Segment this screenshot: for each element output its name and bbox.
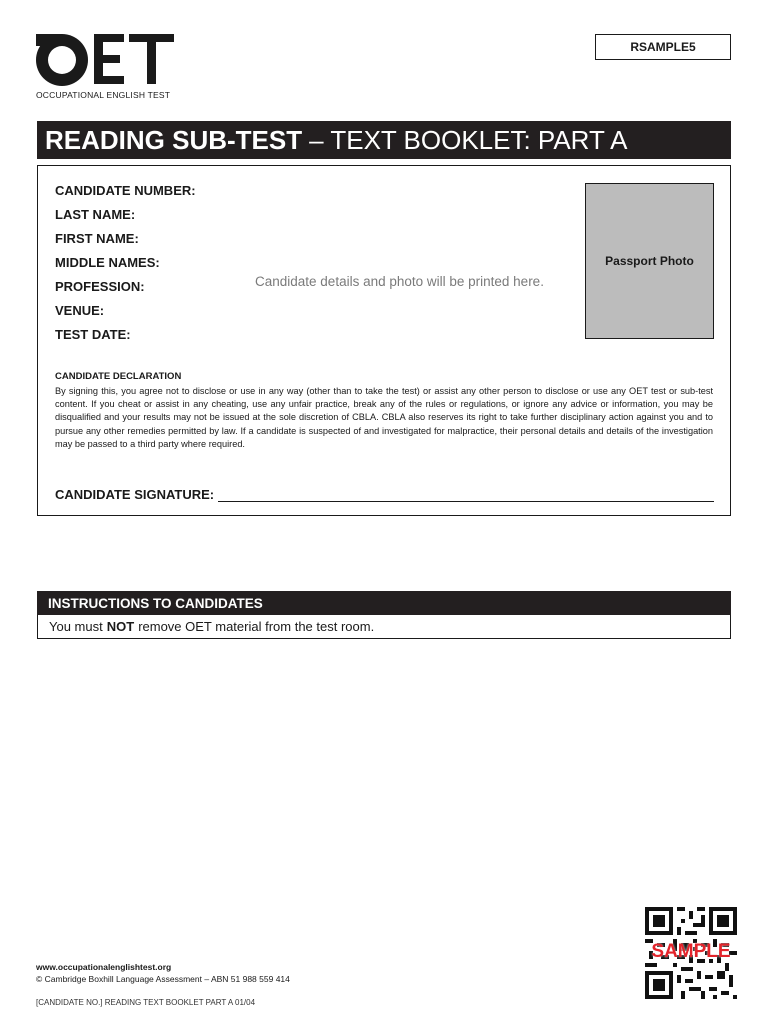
field-venue: VENUE: xyxy=(55,303,105,318)
qr-sample-overlay: SAMPLE xyxy=(651,941,731,962)
sample-code-box: RSAMPLE5 xyxy=(595,34,731,60)
logo-subtitle: OCCUPATIONAL ENGLISH TEST xyxy=(36,90,171,100)
footer-copyright: © Cambridge Boxhill Language Assessment – ABN 51 988 559 414 xyxy=(36,974,290,984)
field-test-date: TEST DATE: xyxy=(55,327,131,342)
candidate-field-list xyxy=(55,182,196,350)
field-last-name: LAST NAME: xyxy=(55,207,136,222)
instruction-text-after: remove OET material from the test room. xyxy=(138,619,375,634)
field-middle-names: MIDDLE NAMES: xyxy=(55,255,160,270)
candidate-details-box xyxy=(37,165,731,516)
signature-row xyxy=(55,486,714,502)
field-candidate-number: CANDIDATE NUMBER: xyxy=(55,183,196,198)
instruction-text-before: You must xyxy=(49,619,103,634)
title-rest: – TEXT BOOKLET: PART A xyxy=(309,124,628,155)
instruction-text-bold: NOT xyxy=(106,619,135,634)
oet-wordmark-graphic xyxy=(36,34,176,86)
signature-line xyxy=(218,486,714,502)
passport-photo-label: Passport Photo xyxy=(605,254,694,268)
qr-code xyxy=(645,907,737,999)
title-bold: READING SUB-TEST xyxy=(45,124,303,155)
instructions-body xyxy=(37,615,731,639)
passport-photo-box xyxy=(585,183,714,339)
page-title-bar xyxy=(37,121,731,159)
field-profession: PROFESSION: xyxy=(55,279,145,294)
footer-website: www.occupationalenglishtest.org xyxy=(36,962,172,972)
declaration-heading: CANDIDATE DECLARATION xyxy=(55,371,182,382)
footer-reference: [CANDIDATE NO.] READING TEXT BOOKLET PART A 01/04 xyxy=(36,998,256,1007)
candidate-details-placeholder: Candidate details and photo will be printed here. xyxy=(255,274,544,289)
signature-label: CANDIDATE SIGNATURE: xyxy=(55,487,215,502)
declaration-text: By signing this, you agree not to disclose or use in any way (other than to take the test) or assist any other person to disclose or use any OET test or sub-test content. If you cheat or assist in any cheating, use any unfair practice, break any of the rules or regulations, or ignore any advice or information, you may be disqualified and your results may not be issued at the sole discretion of CBLA. CBLA also reserves its right to take further disciplinary action against you and to pursue any other remedies permitted by law. If a candidate is suspected of and investigated for malpractice, their personal details and details of the investigation may be passed to a third party where required. xyxy=(55,386,713,449)
field-first-name: FIRST NAME: xyxy=(55,231,139,246)
instructions-heading: INSTRUCTIONS TO CANDIDATES xyxy=(37,591,731,615)
